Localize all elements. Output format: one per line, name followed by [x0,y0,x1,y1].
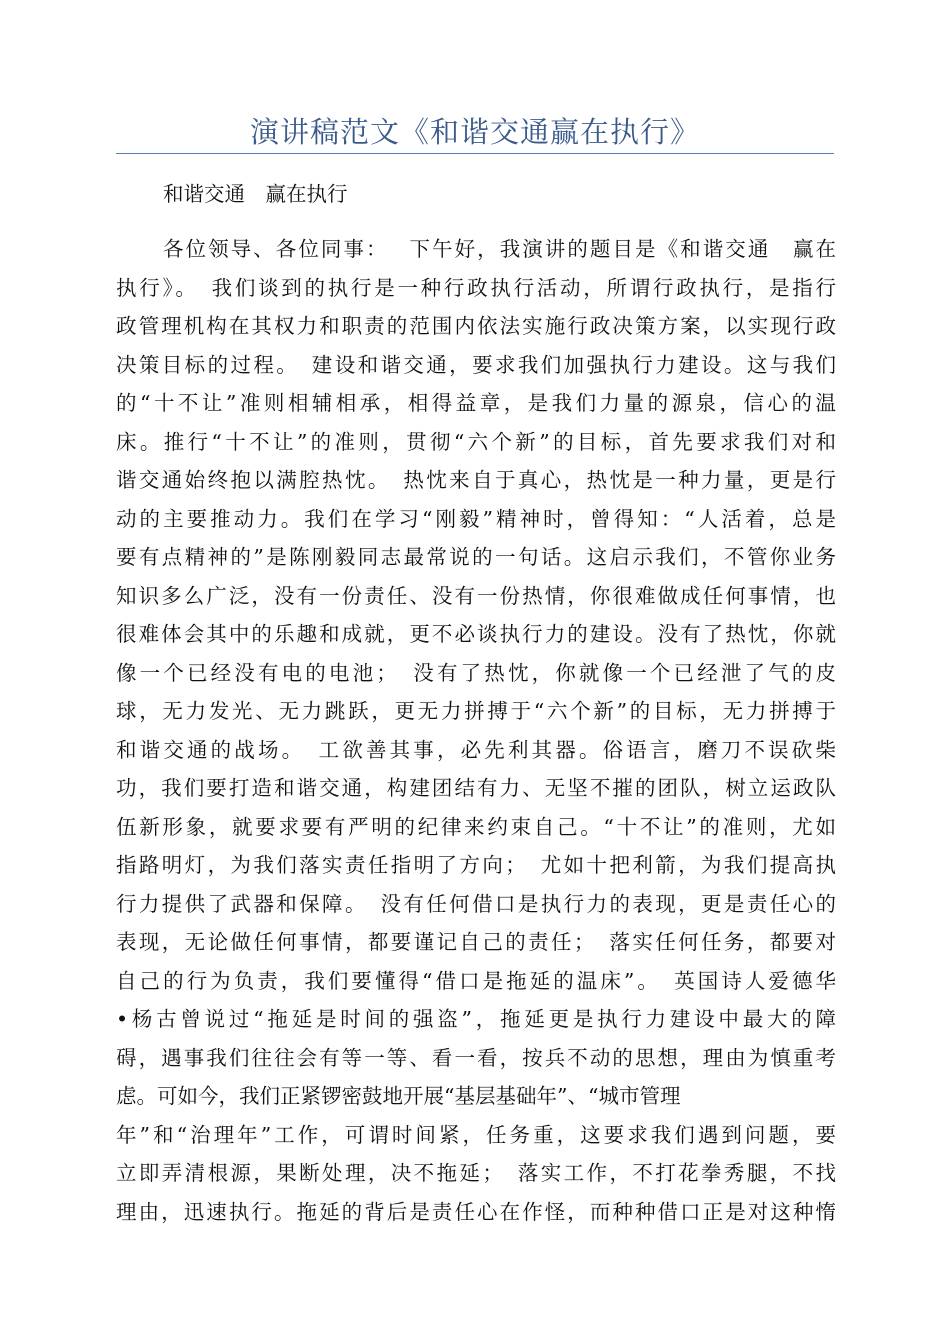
body-line: 表现，无论做任何事情，都要谨记自己的责任； 落实任何任务，都要对 [116,930,836,954]
body-line: 各位领导、各位同事： 下午好，我演讲的题目是《和谐交通 赢在 [163,237,836,261]
body-line: 理由，迅速执行。拖延的背后是责任心在作怪，而种种借口正是对这种惰 [116,1199,836,1224]
body-line: 虑。可如今，我们正紧锣密鼓地开展“基层基础年”、“城市管理 [116,1084,681,1108]
body-line: 知识多么广泛，没有一份责任、没有一份热情，你很难做成任何事情，也 [116,583,836,608]
body-line: 政管理机构在其权力和职责的范围内依法实施行政决策方案，以实现行政 [116,314,836,338]
body-line: 和谐交通的战场。 工欲善其事，必先利其器。俗语言，磨刀不误砍柴 [116,737,836,762]
document-body [116,230,836,1231]
body-line: 行力提供了武器和保障。 没有任何借口是执行力的表现，更是责任心的 [116,891,836,916]
body-line: •杨古曾说过“拖延是时间的强盗”，拖延更是执行力建设中最大的障 [116,1007,836,1031]
body-line: 年”和“治理年”工作，可谓时间紧，任务重，这要求我们遇到问题，要 [116,1122,836,1147]
document-subtitle: 和谐交通 赢在执行 [163,182,348,206]
body-line: 床。推行“十不让”的准则，贯彻“六个新”的目标，首先要求我们对和 [116,429,836,454]
document-title: 演讲稿范文《和谐交通赢在执行》 [249,115,700,149]
body-line: 球，无力发光、无力跳跃，更无力拼搏于“六个新”的目标，无力拼搏于 [116,699,836,723]
body-line: 伍新形象，就要求要有严明的纪律来约束自己。“十不让”的准则，尤如 [116,814,836,839]
body-line: 功，我们要打造和谐交通，构建团结有力、无坚不摧的团队，树立运政队 [116,776,836,800]
body-line: 决策目标的过程。 建设和谐交通，要求我们加强执行力建设。这与我们 [116,352,836,377]
body-line: 很难体会其中的乐趣和成就，更不必谈执行力的建设。没有了热忱，你就 [116,622,836,646]
body-line: 指路明灯，为我们落实责任指明了方向； 尤如十把利箭，为我们提高执 [116,853,836,877]
body-line: 碍，遇事我们往往会有等一等、看一看，按兵不动的思想，理由为慎重考 [116,1045,836,1070]
body-line: 谐交通始终抱以满腔热忱。 热忱来自于真心，热忱是一种力量，更是行 [116,468,836,492]
title-underline [116,153,834,154]
body-line: 像一个已经没有电的电池； 没有了热忱，你就像一个已经泄了气的皮 [116,660,836,685]
body-line: 自己的行为负责，我们要懂得“借口是拖延的温床”。 英国诗人爱德华 [116,968,836,993]
body-line: 动的主要推动力。我们在学习“刚毅”精神时，曾得知：“人活着，总是 [116,506,836,531]
body-line: 执行》。 我们谈到的执行是一种行政执行活动，所谓行政执行，是指行 [116,275,836,300]
body-line: 的“十不让”准则相辅相承，相得益章，是我们力量的源泉，信心的温 [116,391,836,415]
body-line: 要有点精神的”是陈刚毅同志最常说的一句话。这启示我们，不管你业务 [116,545,836,569]
body-line: 立即弄清根源，果断处理，决不拖延； 落实工作，不打花拳秀腿，不找 [116,1161,836,1185]
